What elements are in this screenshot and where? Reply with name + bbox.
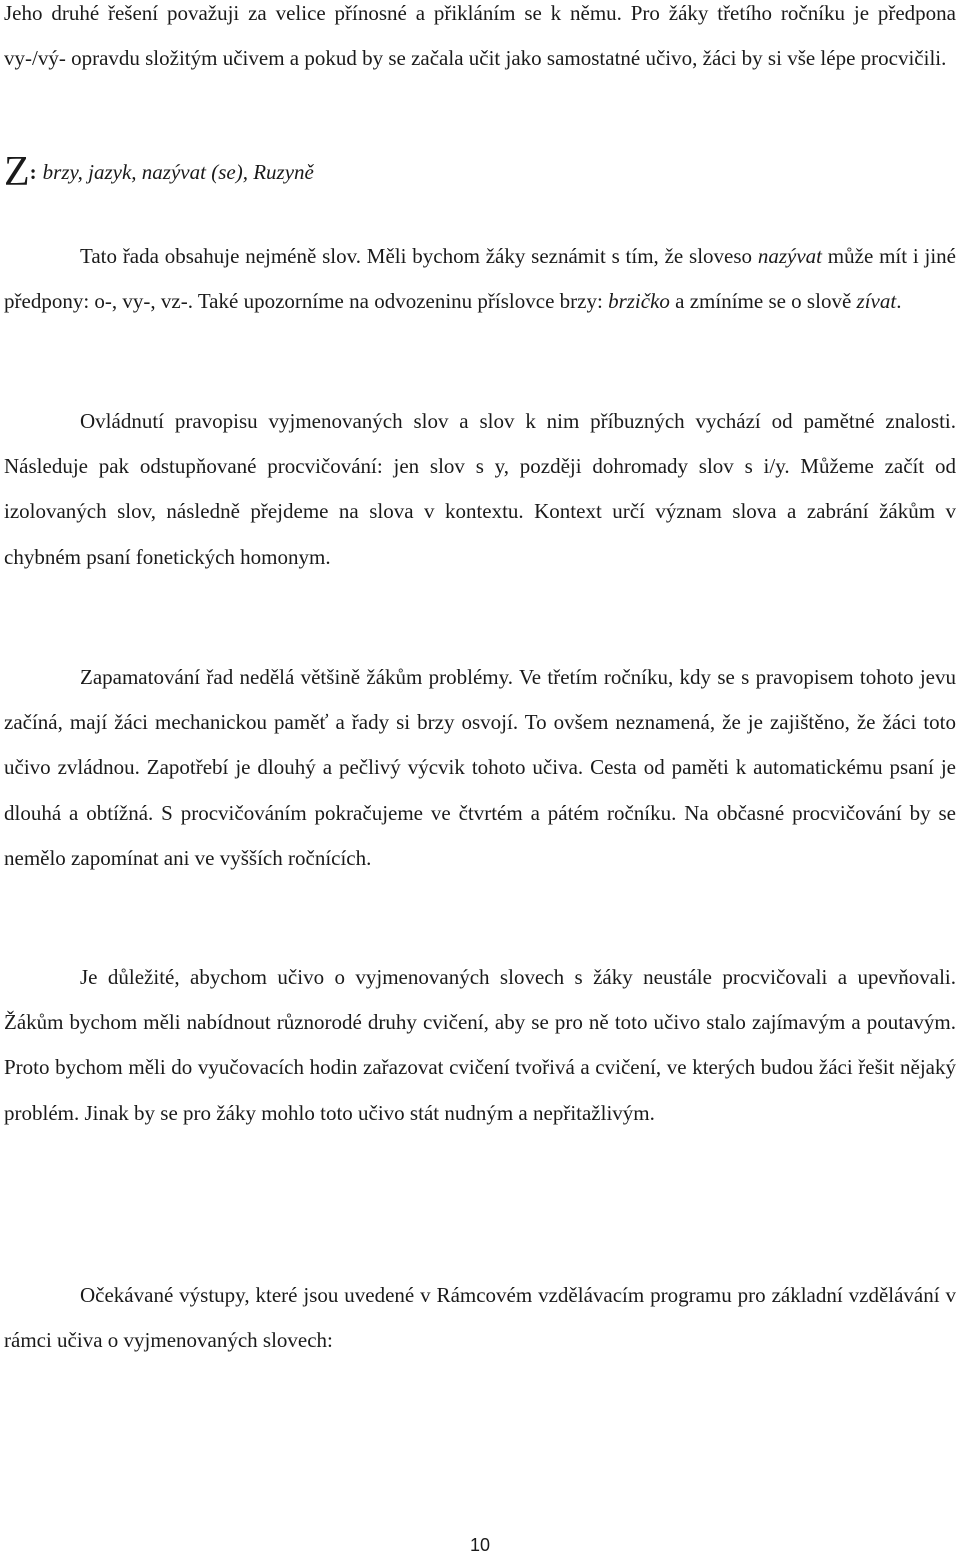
paragraph-outcomes: Očekávané výstupy, které jsou uvedené v Rámcovém vzdělávacím programu pro základní vzdělávání v rámci učiva o vyjmenovaných slovech:	[4, 1283, 956, 1353]
page-number: 10	[469, 1535, 491, 1555]
heading-colon: :	[29, 160, 37, 184]
paragraph-text: může mít i jiné předpony: o-, vy-, vz-. Také upozorníme na odvozeninu příslovce brzy:	[4, 244, 956, 314]
section-heading-z	[4, 150, 314, 195]
paragraph-memorization: Zapamatování řad nedělá většině žákům problémy. Ve třetím ročníku, kdy se s pravopisem tohoto jevu začíná, mají žáci mechanickou paměť a řady si brzy osvojí. To ovšem neznamená, že je zajištěno, že žáci toto učivo zvládnou. Zapotřebí je dlouhý a pečlivý výcvik tohoto učiva. Cesta od paměti k automatickému psaní je dlouhá a obtížná. S procvičováním pokračujeme ve čtvrtém a pátém ročníku. Na občasné procvičování by se nemělo zapomínat ani ve vyšších ročnících.	[4, 665, 956, 870]
paragraph-text: .	[896, 289, 902, 314]
italic-word: zívat	[856, 289, 897, 314]
heading-letter: Z	[4, 149, 30, 195]
paragraph-text: Tato řada obsahuje nejméně slov. Měli bychom žáky seznámit s tím, že sloveso	[80, 244, 758, 268]
paragraph-text: a zmíníme se o slově	[669, 289, 857, 314]
italic-word: brzičko	[608, 289, 670, 314]
italic-word: nazývat	[757, 244, 822, 268]
paragraph-row-description	[4, 234, 956, 324]
paragraph-intro: Jeho druhé řešení považuji za velice přínosné a přikláním se k němu. Pro žáky třetího ročníku je předpona vy-/vý- opravdu složitým učivem a pokud by se začala učit jako samostatné učivo, žáci by si vše lépe procvičili.	[4, 1, 956, 71]
paragraph-practice: Je důležité, abychom učivo o vyjmenovaných slovech s žáky neustále procvičovali a upevňovali. Žákům bychom měli nabídnout různorodé druhy cvičení, aby se pro ně toto učivo stalo zajímavým a poutavým. Proto bychom měli do vyučovacích hodin zařazovat cvičení tvořivá a cvičení, ve kterých budou žáci řešit nějaký problém. Jinak by se pro žáky mohlo toto učivo stát nudným a nepřitažlivým.	[4, 965, 956, 1125]
paragraph-mastery: Ovládnutí pravopisu vyjmenovaných slov a slov k nim příbuzných vychází od pamětné znalosti. Následuje pak odstupňované procvičování: jen slov s y, později dohromady slov s i/y. Můžeme začít od izolovaných slov, následně přejdeme na slova v kontextu. Kontext určí význam slova a zabrání žákům v chybném psaní fonetických homonym.	[4, 409, 956, 569]
heading-words: brzy, jazyk, nazývat (se), Ruzyně	[42, 160, 314, 184]
